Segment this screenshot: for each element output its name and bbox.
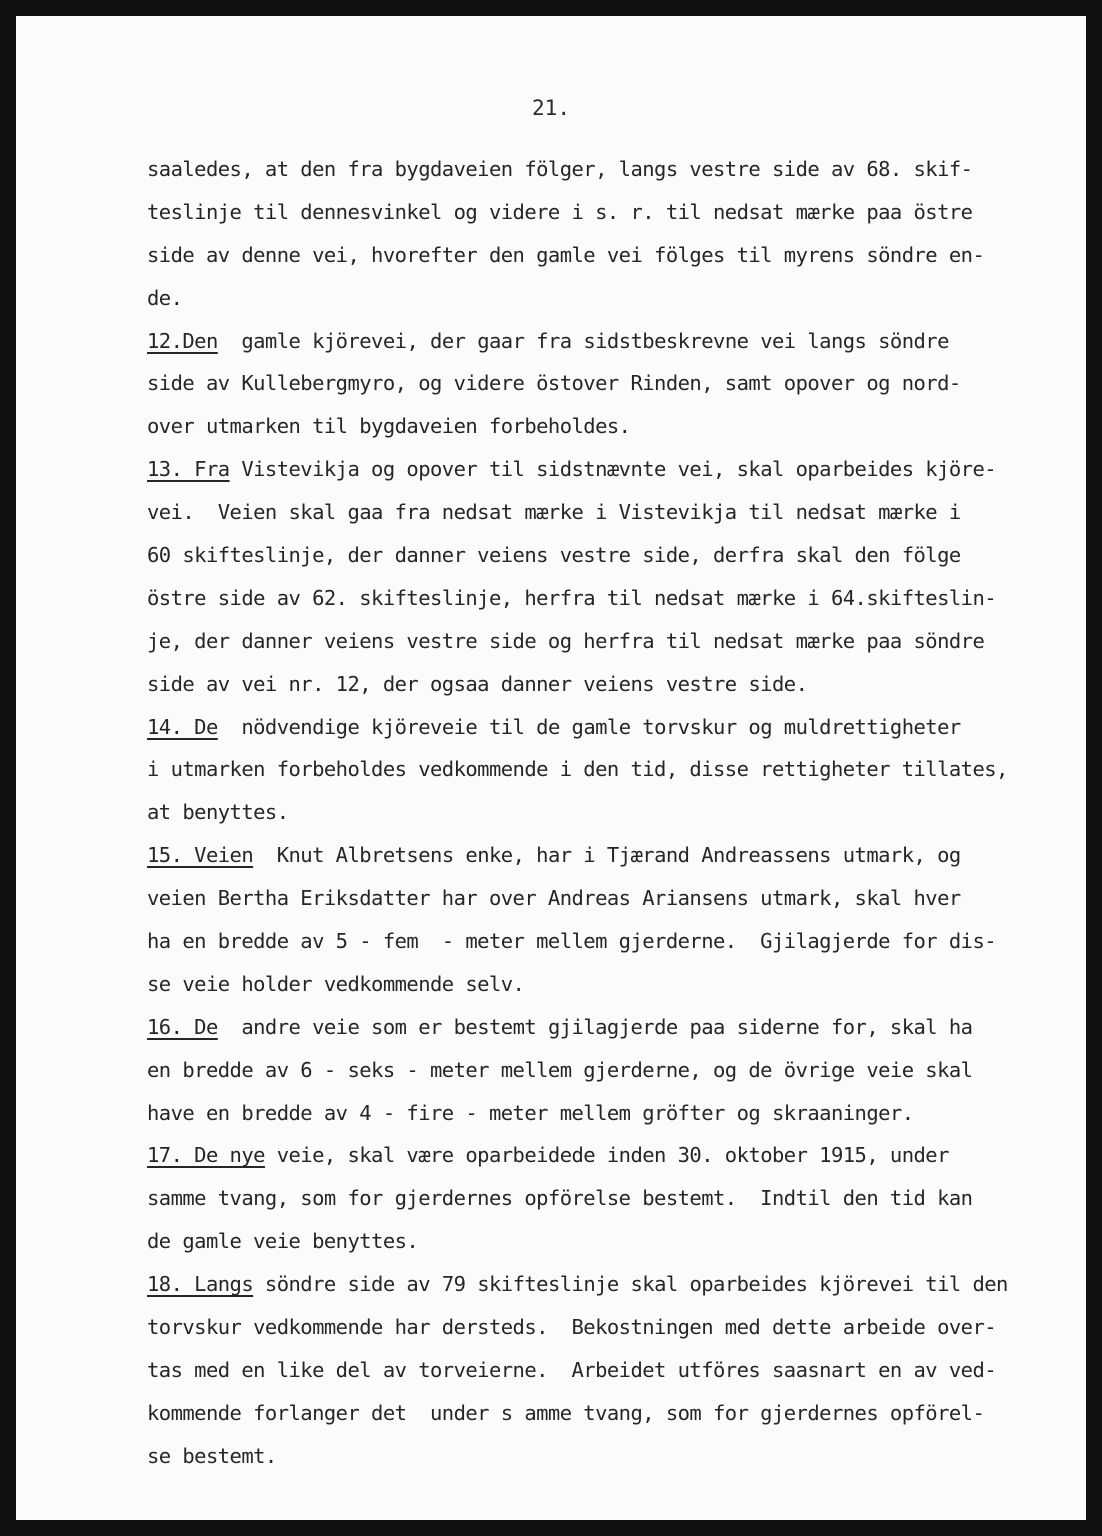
text-line (147, 1306, 1077, 1349)
text-line (147, 620, 1077, 663)
line-text: je, der danner veiens vestre side og herfra til nedsat mærke paa söndre (147, 628, 985, 653)
text-line (147, 963, 1077, 1006)
text-line (147, 1134, 1077, 1177)
text-line (147, 706, 1077, 749)
line-text: ha en bredde av 5 - fem - meter mellem gjerderne. Gjilagjerde for dis- (147, 929, 997, 954)
underlined-item-heading: 14. De (147, 714, 218, 739)
text-line (147, 1220, 1077, 1263)
line-text: de gamle veie benyttes. (147, 1229, 419, 1254)
text-line (147, 534, 1077, 577)
line-text: torvskur vedkommende har dersteds. Bekostningen med dette arbeide over- (147, 1315, 997, 1340)
line-text: have en bredde av 4 - fire - meter mellem gröfter og skraaninger. (147, 1100, 914, 1125)
underlined-item-heading: 16. De (147, 1014, 218, 1039)
text-line (147, 663, 1077, 706)
text-line (147, 234, 1077, 277)
line-text: saaledes, at den fra bygdaveien fölger, langs vestre side av 68. skif- (147, 157, 973, 181)
line-text: samme tvang, som for gjerdernes opförelse bestemt. Indtil den tid kan (147, 1186, 973, 1211)
document-page (16, 16, 1086, 1520)
line-text: se bestemt. (147, 1443, 277, 1468)
underlined-item-heading: 17. De nye (147, 1143, 265, 1168)
line-text: se veie holder vedkommende selv. (147, 971, 525, 996)
line-text: over utmarken til bygdaveien forbeholdes. (147, 414, 631, 439)
text-line (147, 1435, 1077, 1478)
underlined-item-heading: 18. Langs (147, 1272, 254, 1297)
text-line (147, 748, 1077, 791)
line-text: side av denne vei, hvorefter den gamle vei fölges til myrens söndre en- (147, 242, 985, 267)
text-line (147, 877, 1077, 920)
line-text: vei. Veien skal gaa fra nedsat mærke i Vistevikja til nedsat mærke i (147, 500, 961, 525)
text-line (147, 1177, 1077, 1220)
line-text: at benyttes. (147, 800, 289, 825)
line-text: 60 skifteslinje, der danner veiens vestre side, derfra skal den fölge (147, 543, 961, 568)
line-text: veien Bertha Eriksdatter har over Andreas Ariansens utmark, skal hver (147, 886, 961, 911)
text-line (147, 277, 1077, 320)
text-line (147, 920, 1077, 963)
text-line (147, 448, 1077, 491)
text-line (147, 1006, 1077, 1049)
line-text: tas med en like del av torveierne. Arbeidet utföres saasnart en av ved- (147, 1357, 997, 1382)
text-line (147, 320, 1077, 363)
text-line (147, 405, 1077, 448)
line-text: side av Kullebergmyro, og videre östover Rinden, samt opover og nord- (147, 371, 961, 396)
line-text: söndre side av 79 skifteslinje skal oparbeides kjörevei til den (253, 1272, 1008, 1297)
text-line (147, 1349, 1077, 1392)
line-text: nödvendige kjöreveie til de gamle torvskur og muldrettigheter (217, 714, 961, 739)
text-line (147, 148, 1077, 191)
line-text: teslinje til dennesvinkel og videre i s. r. til nedsat mærke paa östre (147, 199, 973, 224)
underlined-item-heading: 15. Veien (147, 843, 254, 868)
line-text: en bredde av 6 - seks - meter mellem gjerderne, og de övrige veie skal (147, 1057, 973, 1082)
line-text: östre side av 62. skifteslinje, herfra til nedsat mærke i 64.skifteslin- (147, 585, 997, 610)
text-line (147, 834, 1077, 877)
text-line (147, 791, 1077, 834)
underlined-item-heading: 13. Fra (147, 457, 230, 482)
line-text: side av vei nr. 12, der ogsaa danner veiens vestre side. (147, 671, 808, 696)
line-text: de. (147, 285, 183, 310)
document-body (147, 148, 1077, 1478)
page-number: 21. (532, 96, 570, 120)
text-line (147, 191, 1077, 234)
text-line (147, 1049, 1077, 1092)
text-line (147, 1092, 1077, 1135)
text-line (147, 1392, 1077, 1435)
text-line (147, 577, 1077, 620)
underlined-item-heading: 12.Den (147, 328, 218, 353)
line-text: andre veie som er bestemt gjilagjerde paa siderne for, skal ha (217, 1014, 973, 1039)
line-text: gamle kjörevei, der gaar fra sidstbeskrevne vei langs söndre (217, 328, 949, 353)
line-text: kommende forlanger det under s amme tvang, som for gjerdernes opförel- (147, 1400, 985, 1425)
text-line (147, 491, 1077, 534)
line-text: Knut Albretsens enke, har i Tjærand Andreassens utmark, og (253, 843, 961, 868)
line-text: i utmarken forbeholdes vedkommende i den tid, disse rettigheter tillates, (147, 757, 1008, 782)
text-line (147, 362, 1077, 405)
line-text: Vistevikja og opover til sidstnævnte vei, skal oparbeides kjöre- (229, 457, 997, 482)
line-text: veie, skal være oparbeidede inden 30. oktober 1915, under (264, 1143, 949, 1168)
text-line (147, 1263, 1077, 1306)
